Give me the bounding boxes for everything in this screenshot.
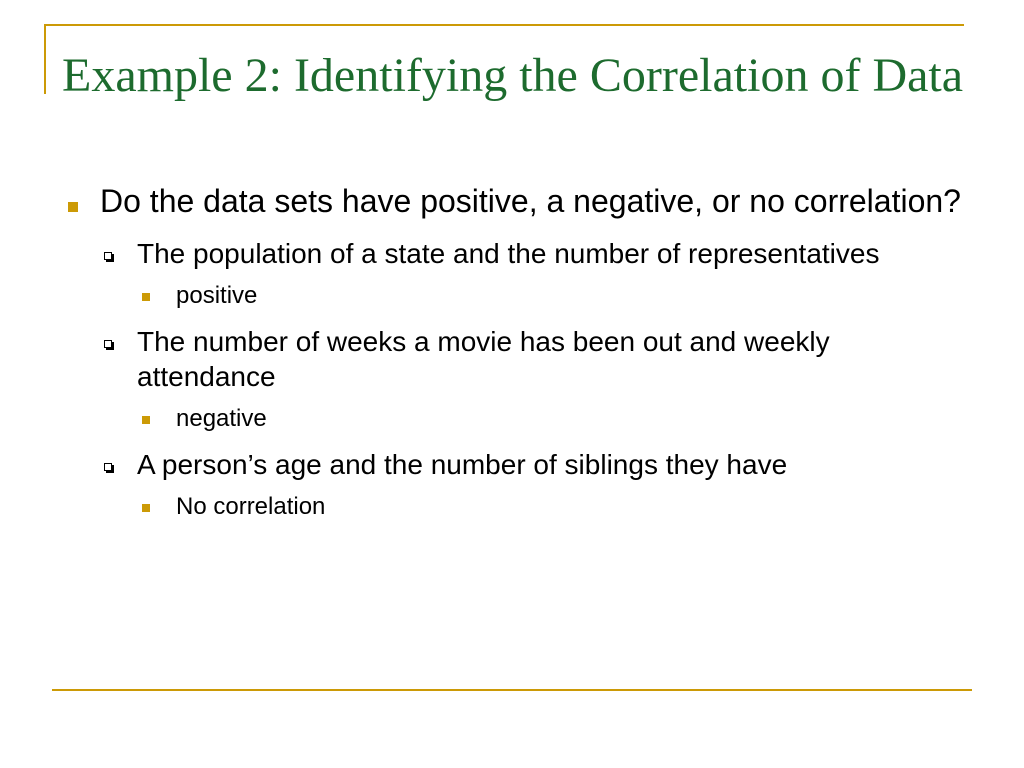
item-answer: negative — [176, 405, 267, 432]
filled-square-bullet-icon — [142, 504, 150, 512]
slide-content — [60, 182, 970, 535]
item-prompt: A person’s age and the number of siblings they have — [137, 449, 788, 480]
filled-square-bullet-icon — [68, 202, 78, 212]
frame-top-rule — [44, 24, 964, 26]
frame-left-rule — [44, 24, 46, 94]
frame-bottom-rule — [52, 689, 972, 691]
list-item-answer — [60, 404, 970, 434]
list-item — [60, 324, 970, 394]
hollow-square-bullet-icon — [104, 252, 112, 260]
item-answer: No correlation — [176, 493, 326, 520]
item-prompt: The number of weeks a movie has been out and weekly attendance — [137, 326, 830, 392]
hollow-square-bullet-icon — [104, 463, 112, 471]
item-answer: positive — [176, 282, 258, 309]
list-item — [60, 447, 970, 482]
item-prompt: The population of a state and the number of representatives — [137, 238, 880, 269]
list-item — [60, 236, 970, 271]
list-item-answer — [60, 492, 970, 522]
question-text: Do the data sets have positive, a negative, or no correlation? — [100, 183, 961, 219]
hollow-square-bullet-icon — [104, 340, 112, 348]
filled-square-bullet-icon — [142, 293, 150, 301]
question-bullet — [60, 182, 970, 220]
filled-square-bullet-icon — [142, 416, 150, 424]
list-item-answer — [60, 281, 970, 311]
slide-title: Example 2: Identifying the Correlation of Data — [62, 49, 964, 102]
